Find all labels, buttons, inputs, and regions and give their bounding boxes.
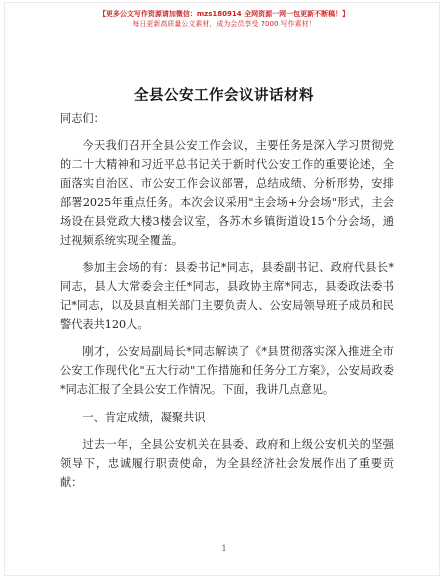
document-body [60,110,394,501]
paragraph: 刚才，公安局副局长*同志解读了《*县贯彻落实深入推进全市公安工作现代化"五大行动"工作措施和任务分工方案》，公安局政委*同志汇报了全县公安工作情况。下面，我讲几点意见。 [60,345,394,397]
page-number: 1 [221,544,227,553]
paragraph: 过去一年，全县公安机关在县委、政府和上级公安机关的坚强领导下，忠诚履行职责使命，为全县经济社会发展作出了重要贡献： [60,438,394,489]
salutation: 同志们： [60,112,105,125]
section-heading: 一、肯定成绩，凝聚共识 [82,410,206,424]
banner-line-2: 每日更新高质量公文素材，成为会员享受 7000 写作素材！ [132,19,316,28]
paragraph: 今天我们召开全县公安工作会议，主要任务是深入学习贯彻党的二十大精神和习近平总书记关于新时代公安工作的重要论述，全面落实自治区、市公安工作会议部署，总结成绩、分析形势，安排部署2025年重点任务。本次会议采用"主会场+分会场"形式，主会场设在县党政大楼3楼会议室，各苏木乡镇街道设15个分会场，通过视频系统实现全覆盖。 [60,139,394,247]
paragraph: 参加主会场的有：县委书记*同志，县委副书记、政府代县长*同志，县人大常委会主任*同志，县政协主席*同志，县委政法委书记*同志，以及县直相关部门主要负责人、公安局领导班子成员和民警代表共120人。 [60,261,394,332]
document-title: 全县公安工作会议讲话材料 [134,88,314,104]
promo-banner [0,10,448,29]
banner-line-1: 【更多公文写作资源请加微信：mzs180914 全网资源一网一包更新不断稿！】 [98,10,350,18]
